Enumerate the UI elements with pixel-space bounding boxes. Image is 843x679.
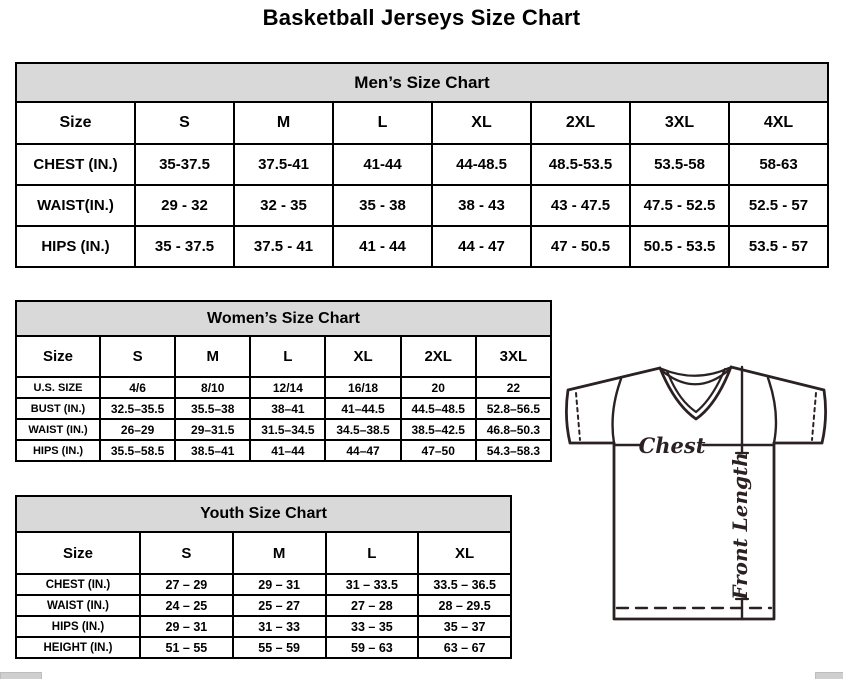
scrollbar-fragment-right[interactable] xyxy=(815,672,843,679)
size-value-cell: 41–44 xyxy=(250,440,325,461)
mens-header-row xyxy=(16,102,828,144)
size-column-header: S xyxy=(135,102,234,144)
size-column-header: M xyxy=(233,532,326,574)
size-column-header: 2XL xyxy=(531,102,630,144)
mens-size-chart-section xyxy=(15,62,829,268)
womens-size-chart-title: Women’s Size Chart xyxy=(15,300,552,335)
table-row xyxy=(16,144,828,185)
size-value-cell: 29 – 31 xyxy=(140,616,233,637)
size-value-cell: 35 - 38 xyxy=(333,185,432,226)
youth-header-row xyxy=(16,532,511,574)
scrollbar-fragment-left[interactable] xyxy=(0,672,42,679)
size-value-cell: 32.5–35.5 xyxy=(100,398,175,419)
right-sleeve-dashed-line xyxy=(812,393,816,440)
row-label: HIPS (IN.) xyxy=(16,226,135,267)
size-column-header: S xyxy=(100,336,175,377)
chest-label: Chest xyxy=(638,433,706,458)
size-value-cell: 22 xyxy=(476,377,551,398)
mens-size-chart-title: Men’s Size Chart xyxy=(15,62,829,101)
size-column-header: S xyxy=(140,532,233,574)
size-column-header: L xyxy=(333,102,432,144)
front-length-label: Front Length xyxy=(728,452,752,600)
youth-size-chart-section xyxy=(15,495,512,659)
table-row xyxy=(16,574,511,595)
size-column-header: L xyxy=(250,336,325,377)
size-value-cell: 54.3–58.3 xyxy=(476,440,551,461)
table-row xyxy=(16,377,551,398)
size-column-header: 2XL xyxy=(401,336,476,377)
size-value-cell: 29–31.5 xyxy=(175,419,250,440)
size-value-cell: 43 - 47.5 xyxy=(531,185,630,226)
table-row xyxy=(16,185,828,226)
size-value-cell: 44-48.5 xyxy=(432,144,531,185)
row-label: HEIGHT (IN.) xyxy=(16,637,140,658)
size-value-cell: 24 – 25 xyxy=(140,595,233,616)
row-label: HIPS (IN.) xyxy=(16,440,100,461)
size-value-cell: 35 – 37 xyxy=(418,616,511,637)
size-value-cell: 63 – 67 xyxy=(418,637,511,658)
size-column-header: L xyxy=(326,532,419,574)
table-row xyxy=(16,595,511,616)
row-label: CHEST (IN.) xyxy=(16,144,135,185)
table-row xyxy=(16,398,551,419)
size-value-cell: 31.5–34.5 xyxy=(250,419,325,440)
size-value-cell: 12/14 xyxy=(250,377,325,398)
size-label-column-header: Size xyxy=(16,102,135,144)
size-label-column-header: Size xyxy=(16,532,140,574)
row-label: CHEST (IN.) xyxy=(16,574,140,595)
size-value-cell: 33 – 35 xyxy=(326,616,419,637)
size-value-cell: 29 – 31 xyxy=(233,574,326,595)
table-row xyxy=(16,616,511,637)
row-label: WAIST (IN.) xyxy=(16,419,100,440)
size-value-cell: 20 xyxy=(401,377,476,398)
size-value-cell: 33.5 – 36.5 xyxy=(418,574,511,595)
jersey-collar-back-arc-shallow xyxy=(662,368,729,376)
size-value-cell: 53.5-58 xyxy=(630,144,729,185)
size-value-cell: 35 - 37.5 xyxy=(135,226,234,267)
size-value-cell: 27 – 29 xyxy=(140,574,233,595)
jersey-measurement-diagram xyxy=(557,357,840,657)
size-value-cell: 37.5-41 xyxy=(234,144,333,185)
size-value-cell: 29 - 32 xyxy=(135,185,234,226)
size-value-cell: 32 - 35 xyxy=(234,185,333,226)
size-value-cell: 50.5 - 53.5 xyxy=(630,226,729,267)
size-value-cell: 38–41 xyxy=(250,398,325,419)
size-value-cell: 58-63 xyxy=(729,144,828,185)
size-value-cell: 47.5 - 52.5 xyxy=(630,185,729,226)
jersey-left-armhole-seam xyxy=(613,379,621,443)
size-column-header: M xyxy=(175,336,250,377)
size-value-cell: 31 – 33.5 xyxy=(326,574,419,595)
size-column-header: XL xyxy=(325,336,400,377)
size-value-cell: 48.5-53.5 xyxy=(531,144,630,185)
size-value-cell: 27 – 28 xyxy=(326,595,419,616)
size-value-cell: 44 - 47 xyxy=(432,226,531,267)
row-label: WAIST(IN.) xyxy=(16,185,135,226)
size-label-column-header: Size xyxy=(16,336,100,377)
size-value-cell: 46.8–50.3 xyxy=(476,419,551,440)
size-column-header: XL xyxy=(432,102,531,144)
table-row xyxy=(16,419,551,440)
size-value-cell: 38.5–42.5 xyxy=(401,419,476,440)
size-value-cell: 26–29 xyxy=(100,419,175,440)
jersey-right-sleeve-outline xyxy=(731,367,826,443)
youth-size-chart-title: Youth Size Chart xyxy=(15,495,512,531)
mens-size-table xyxy=(15,101,829,268)
size-value-cell: 35-37.5 xyxy=(135,144,234,185)
size-value-cell: 25 – 27 xyxy=(233,595,326,616)
womens-size-table xyxy=(15,335,552,462)
row-label: BUST (IN.) xyxy=(16,398,100,419)
size-value-cell: 38.5–41 xyxy=(175,440,250,461)
size-value-cell: 41-44 xyxy=(333,144,432,185)
size-value-cell: 44.5–48.5 xyxy=(401,398,476,419)
womens-size-chart-section xyxy=(15,300,552,462)
size-value-cell: 55 – 59 xyxy=(233,637,326,658)
size-value-cell: 41 - 44 xyxy=(333,226,432,267)
size-column-header: XL xyxy=(418,532,511,574)
jersey-diagram-icon xyxy=(557,357,840,657)
size-value-cell: 16/18 xyxy=(325,377,400,398)
page-title: Basketball Jerseys Size Chart xyxy=(262,5,581,30)
size-value-cell: 8/10 xyxy=(175,377,250,398)
size-value-cell: 44–47 xyxy=(325,440,400,461)
mens-table-body xyxy=(16,144,828,267)
size-value-cell: 34.5–38.5 xyxy=(325,419,400,440)
table-row xyxy=(16,440,551,461)
size-value-cell: 28 – 29.5 xyxy=(418,595,511,616)
size-value-cell: 31 – 33 xyxy=(233,616,326,637)
size-value-cell: 41–44.5 xyxy=(325,398,400,419)
size-value-cell: 47–50 xyxy=(401,440,476,461)
size-value-cell: 4/6 xyxy=(100,377,175,398)
table-row xyxy=(16,637,511,658)
row-label: HIPS (IN.) xyxy=(16,616,140,637)
size-value-cell: 52.5 - 57 xyxy=(729,185,828,226)
size-value-cell: 35.5–38 xyxy=(175,398,250,419)
jersey-right-armhole-seam xyxy=(768,378,776,443)
size-value-cell: 53.5 - 57 xyxy=(729,226,828,267)
size-value-cell: 51 – 55 xyxy=(140,637,233,658)
size-value-cell: 35.5–58.5 xyxy=(100,440,175,461)
left-sleeve-dashed-line xyxy=(576,393,580,440)
size-value-cell: 38 - 43 xyxy=(432,185,531,226)
size-column-header: 3XL xyxy=(476,336,551,377)
row-label: U.S. SIZE xyxy=(16,377,100,398)
youth-table-body xyxy=(16,574,511,658)
table-row xyxy=(16,226,828,267)
womens-table-body xyxy=(16,377,551,461)
size-value-cell: 47 - 50.5 xyxy=(531,226,630,267)
youth-size-table xyxy=(15,531,512,659)
size-column-header: 4XL xyxy=(729,102,828,144)
size-value-cell: 59 – 63 xyxy=(326,637,419,658)
size-value-cell: 52.8–56.5 xyxy=(476,398,551,419)
size-column-header: M xyxy=(234,102,333,144)
size-value-cell: 37.5 - 41 xyxy=(234,226,333,267)
size-column-header: 3XL xyxy=(630,102,729,144)
womens-header-row xyxy=(16,336,551,377)
row-label: WAIST (IN.) xyxy=(16,595,140,616)
